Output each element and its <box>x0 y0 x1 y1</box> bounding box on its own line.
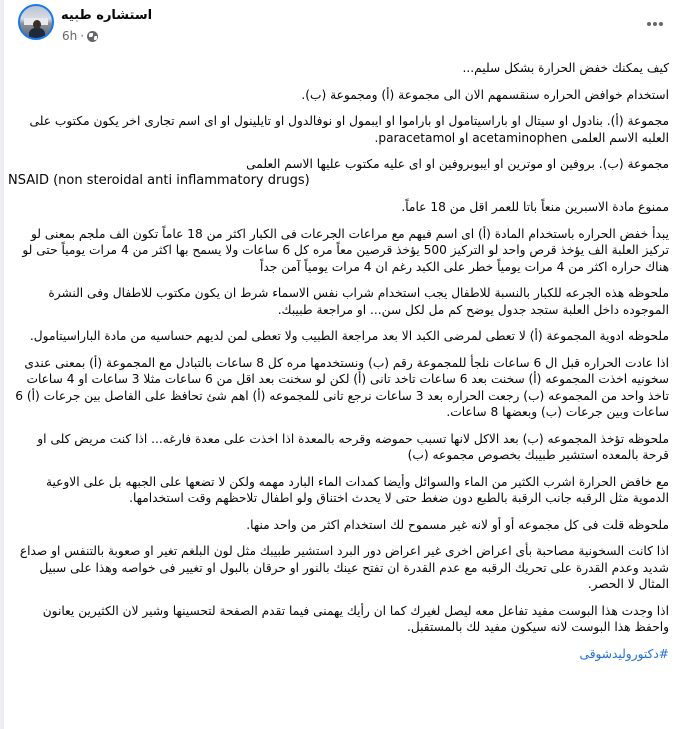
post-paragraph: اذا كانت السخونية مصاحبة بأى اعراض اخرى غير اعراض دور البرد استشير طبيبك مثل لون البلغم تغير او صعوبة بالتنفس او صداع شديد وعدم القدرة على تحريك الرقبه مع عدم القدرة ان تفتح عينك بالنور او حرقان بالبول او تغيير فى خواصه وهذا على سبيل المثال لا الحصر. <box>19 544 669 591</box>
post-paragraph: ملحوظه قلت فى كل مجموعه أو أو لانه غير مسموح لك استخدام اكثر من واحد منها. <box>246 517 669 532</box>
post-paragraph: يبدأ خفض الحراره باستخدام المادة (أ) اى اسم فيهم مع مراعات الجرعات فى الكبار اكثر من 18 عاماً تكون الف ملجم بمعنى لو تركيز العلبة الف يؤخذ قرص واحد لو التركيز 500 يؤخذ قرصين معاً مره كل 6 ساعات ولا يسمح بها اكثر من 4 مرات يومياً حتى لو هناك حراره اكثر من 4 مرات يومياً خطر على الكبد رغم ان 4 مرات يومياً آمن جداً <box>22 226 669 274</box>
post-paragraph: ملحوظه ادوية المجموعة (أ) لا تعطى لمرضى الكبد الا بعد مراجعة الطبيب ولا تعطى لمن لديهم حساسيه من مادة الباراسيتامول. <box>29 329 669 343</box>
meta-separator: · <box>80 29 85 43</box>
avatar-person-body <box>29 28 45 40</box>
post-paragraph: ممنوع مادة الاسبرين منعاً باتا للعمر اقل من 18 عاماً. <box>401 200 669 214</box>
author-avatar[interactable] <box>18 4 54 40</box>
post-meta <box>62 29 98 43</box>
author-name[interactable]: استشاره طبيه <box>61 8 153 23</box>
post-time[interactable]: 6h <box>62 29 78 43</box>
more-options-icon-dot <box>659 22 663 26</box>
hashtag-line <box>8 646 669 663</box>
post-paragraph: مع خافض الحرارة اشرب الكثير من الماء والسوائل وأيضا كمدات الماء البارد مهمه ولكن لا تضعها على الجبهه بل على الاوعية الدموية مثل الرقبه جانب الرقبة بالطبع دون ضغط حتى لا يحدث اختناق ولو اطفال تلاحظهم وقت استخدامها. <box>45 474 669 505</box>
more-options-icon-dot <box>647 22 651 26</box>
avatar-person-head <box>33 20 41 29</box>
hashtag-link[interactable]: #دكتوروليدشوقى <box>579 646 669 661</box>
post-paragraph-title: كيف يمكنك خفض الحرارة بشكل سليم... <box>462 61 669 75</box>
post-paragraph: اذا عادت الحراره قبل ال 6 ساعات نلجأ للمجموعة رقم (ب) ونستخدمها مره كل 8 ساعات بالتبادل مع المجموعة (أ) بمعنى عندى سخونيه اخذت المجموعه (أ) سخنت بعد 6 ساعات تاخد تانى (أ) لكن لو سخنت بعد اقل من 6 ساعات مثلا 3 ساعات او 4 ساعات تاخذ واحد من المجموعه (ب) رجعت الحراره بعد 3 ساعات نرجع تانى للمجموعه (أ) اهم شئ تحافظ على الفاصل بين جرعات (أ) 6 ساعات وبين جرعات (ب) وبعضها 8 ساعات. <box>15 355 669 419</box>
post-body <box>8 60 669 672</box>
post-paragraph-group-a: مجموعة (أ). بنادول او سيتال او باراسيتامول او باراموا او ايبمول او نوفالدول او تايلينول او اى اسم تجارى اخر يكون مكتوب على العلبه الاسم العلمى acetaminophen او paracetamol. <box>29 114 669 145</box>
globe-icon[interactable] <box>87 31 98 42</box>
post-paragraph: استخدام خوافض الحراره سنقسمهم الان الى مجموعة (أ) ومجموعة (ب). <box>301 87 669 102</box>
group-b-english: NSAID (non steroidal anti inflammatory drugs) <box>8 172 310 188</box>
post-paragraph: اذا وجدت هذا البوست مفيد تفاعل معه ليصل لغيرك كما ان رأيك يهمنى فيما تقدم الصفحة لتحسينها وشير لان الكثيرين يعانون واحفظ هذا البوست لانه سيكون مفيد لك بالمستقبل. <box>42 603 669 634</box>
facebook-post <box>4 0 679 729</box>
group-b-arabic: مجموعة (ب). بروفين او موترين او ايبوبروفين او اى عليه مكتوب عليها الاسم العلمى <box>246 157 669 171</box>
post-paragraph: ملحوظه هذه الجرعه للكبار بالنسبة للاطفال يجب استخدام شراب نفس الاسماء شرط ان يكون مكتوب للاطفال وفى النشرة الموجوده داخل العلبة ستجد جدول يوضح كم مل لكل سن... او مراجعة طبيبك. <box>48 286 669 317</box>
post-paragraph-group-b <box>8 156 669 189</box>
more-options-icon-dot <box>653 22 657 26</box>
post-header <box>4 0 679 52</box>
post-paragraph: ملحوظه تؤخذ المجموعه (ب) بعد الاكل لانها تسبب حموضه وقرحه بالمعدة اذا اخذت على معدة فارغه... اذا كنت مريض كلى او قرحة بالمعده استشير طبيبك بخصوص مجموعه (ب) <box>37 431 669 462</box>
more-options-button[interactable] <box>641 13 669 35</box>
